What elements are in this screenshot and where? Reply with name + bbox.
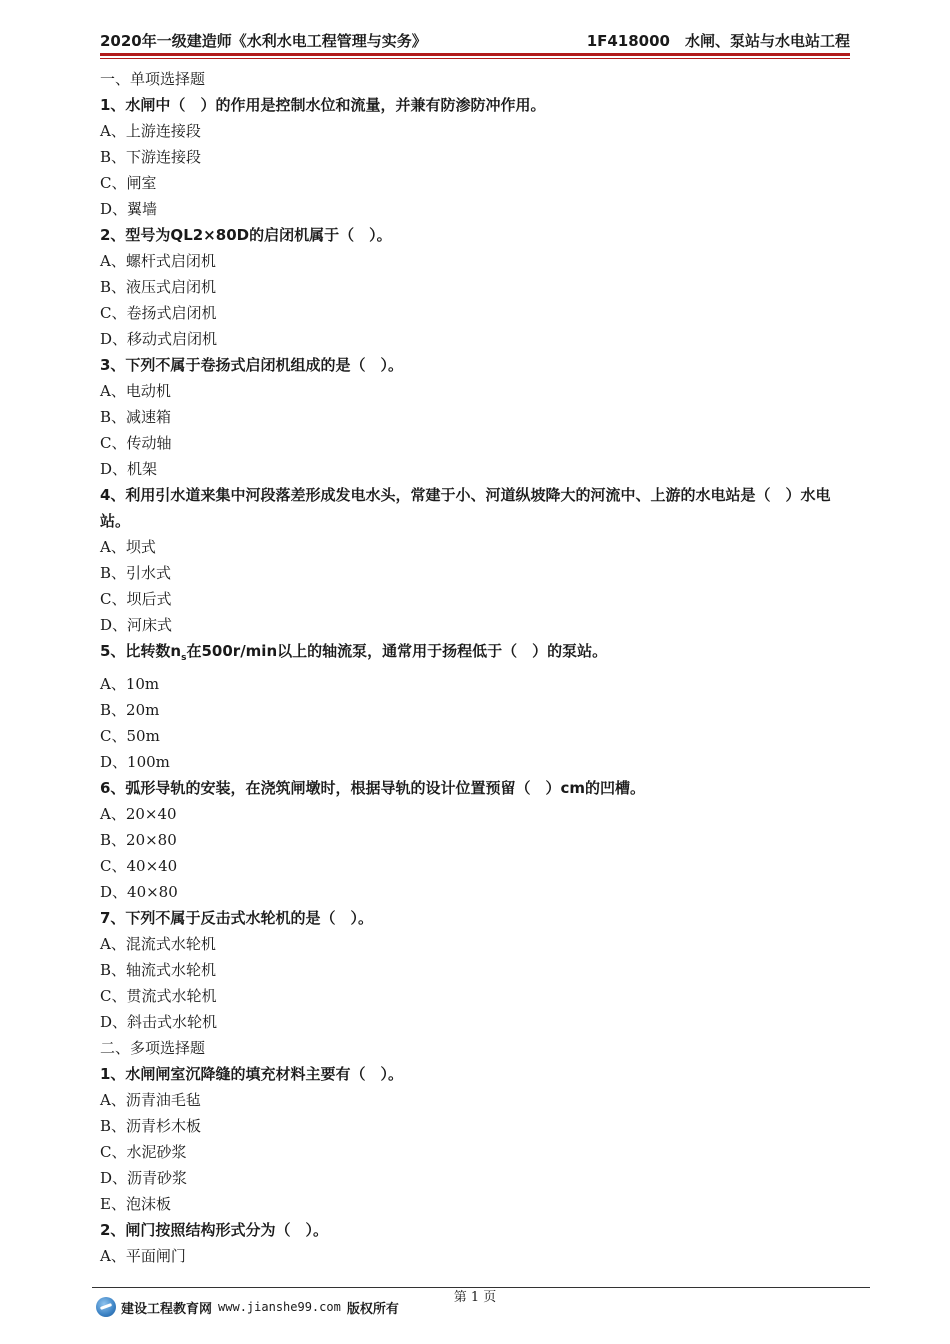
option: C、传动轴 — [100, 434, 172, 452]
option: D、河床式 — [100, 616, 173, 634]
header-rule-thick — [100, 53, 850, 56]
question-stem: 2、型号为QL2×80D的启闭机属于（ ）。 — [100, 226, 392, 244]
option: A、平面闸门 — [100, 1247, 186, 1265]
document-body — [100, 66, 855, 1269]
option: D、40×80 — [100, 883, 178, 901]
option: B、下游连接段 — [100, 148, 202, 166]
option: B、20×80 — [100, 831, 177, 849]
option: D、沥青砂浆 — [100, 1169, 188, 1187]
question-stem — [100, 638, 855, 671]
option: A、沥青油毛毡 — [100, 1091, 201, 1109]
option: D、翼墙 — [100, 200, 158, 218]
header-rule-thin — [100, 58, 850, 59]
option: C、贯流式水轮机 — [100, 987, 217, 1005]
option: B、减速箱 — [100, 408, 172, 426]
option: D、移动式启闭机 — [100, 330, 218, 348]
page-number: 第 1 页 — [453, 1290, 497, 1305]
page-footer — [96, 1297, 399, 1317]
option: C、闸室 — [100, 174, 157, 192]
footer-rule — [92, 1287, 870, 1288]
question-stem: 4、利用引水道来集中河段落差形成发电水头，常建于小、河道纵坡降大的河流中、上游的水电站是（ ）水电站。 — [100, 486, 831, 530]
question-stem-subscript: s — [181, 653, 187, 663]
question-stem: 6、弧形导轨的安装，在浇筑闸墩时，根据导轨的设计位置预留（ ）cm的凹槽。 — [100, 779, 645, 797]
header-title: 2020年一级建造师《水利水电工程管理与实务》 — [100, 32, 427, 50]
option: B、轴流式水轮机 — [100, 961, 217, 979]
question-stem-part: 5、比转数n — [100, 642, 182, 660]
question-stem: 7、下列不属于反击式水轮机的是（ ）。 — [100, 909, 373, 927]
option: A、电动机 — [100, 382, 171, 400]
option: A、10m — [100, 675, 160, 693]
section-heading-multi: 二、多项选择题 — [100, 1039, 206, 1057]
option: A、20×40 — [100, 805, 177, 823]
header-chapter: 1F418000 水闸、泵站与水电站工程 — [586, 32, 850, 50]
option: A、混流式水轮机 — [100, 935, 216, 953]
option: C、40×40 — [100, 857, 178, 875]
question-stem: 1、水闸闸室沉降缝的填充材料主要有（ ）。 — [100, 1065, 403, 1083]
footer-rights: 版权所有 — [346, 1301, 399, 1317]
option: D、斜击式水轮机 — [100, 1013, 218, 1031]
question-stem: 1、水闸中（ ）的作用是控制水位和流量，并兼有防渗防冲作用。 — [100, 96, 546, 114]
option: B、20m — [100, 701, 160, 719]
section-heading-single: 一、单项选择题 — [100, 70, 206, 88]
page-header — [100, 31, 850, 53]
globe-logo-icon — [96, 1297, 116, 1317]
option: B、引水式 — [100, 564, 172, 582]
option: C、50m — [100, 727, 160, 745]
option: C、水泥砂浆 — [100, 1143, 187, 1161]
option: D、机架 — [100, 460, 158, 478]
option: B、沥青杉木板 — [100, 1117, 202, 1135]
option: A、螺杆式启闭机 — [100, 252, 216, 270]
option: A、上游连接段 — [100, 122, 201, 140]
question-stem: 2、闸门按照结构形式分为（ ）。 — [100, 1221, 328, 1239]
option: A、坝式 — [100, 538, 156, 556]
footer-brand: 建设工程教育网 — [121, 1301, 213, 1317]
option: D、100m — [100, 753, 170, 771]
option: C、卷扬式启闭机 — [100, 304, 217, 322]
option: E、泡沫板 — [100, 1195, 171, 1213]
question-stem-part: 在500r/min以上的轴流泵，通常用于扬程低于（ ）的泵站。 — [186, 642, 608, 660]
option: B、液压式启闭机 — [100, 278, 217, 296]
option: C、坝后式 — [100, 590, 172, 608]
footer-url[interactable]: www.jianshe99.com — [218, 1300, 341, 1314]
question-stem: 3、下列不属于卷扬式启闭机组成的是（ ）。 — [100, 356, 403, 374]
